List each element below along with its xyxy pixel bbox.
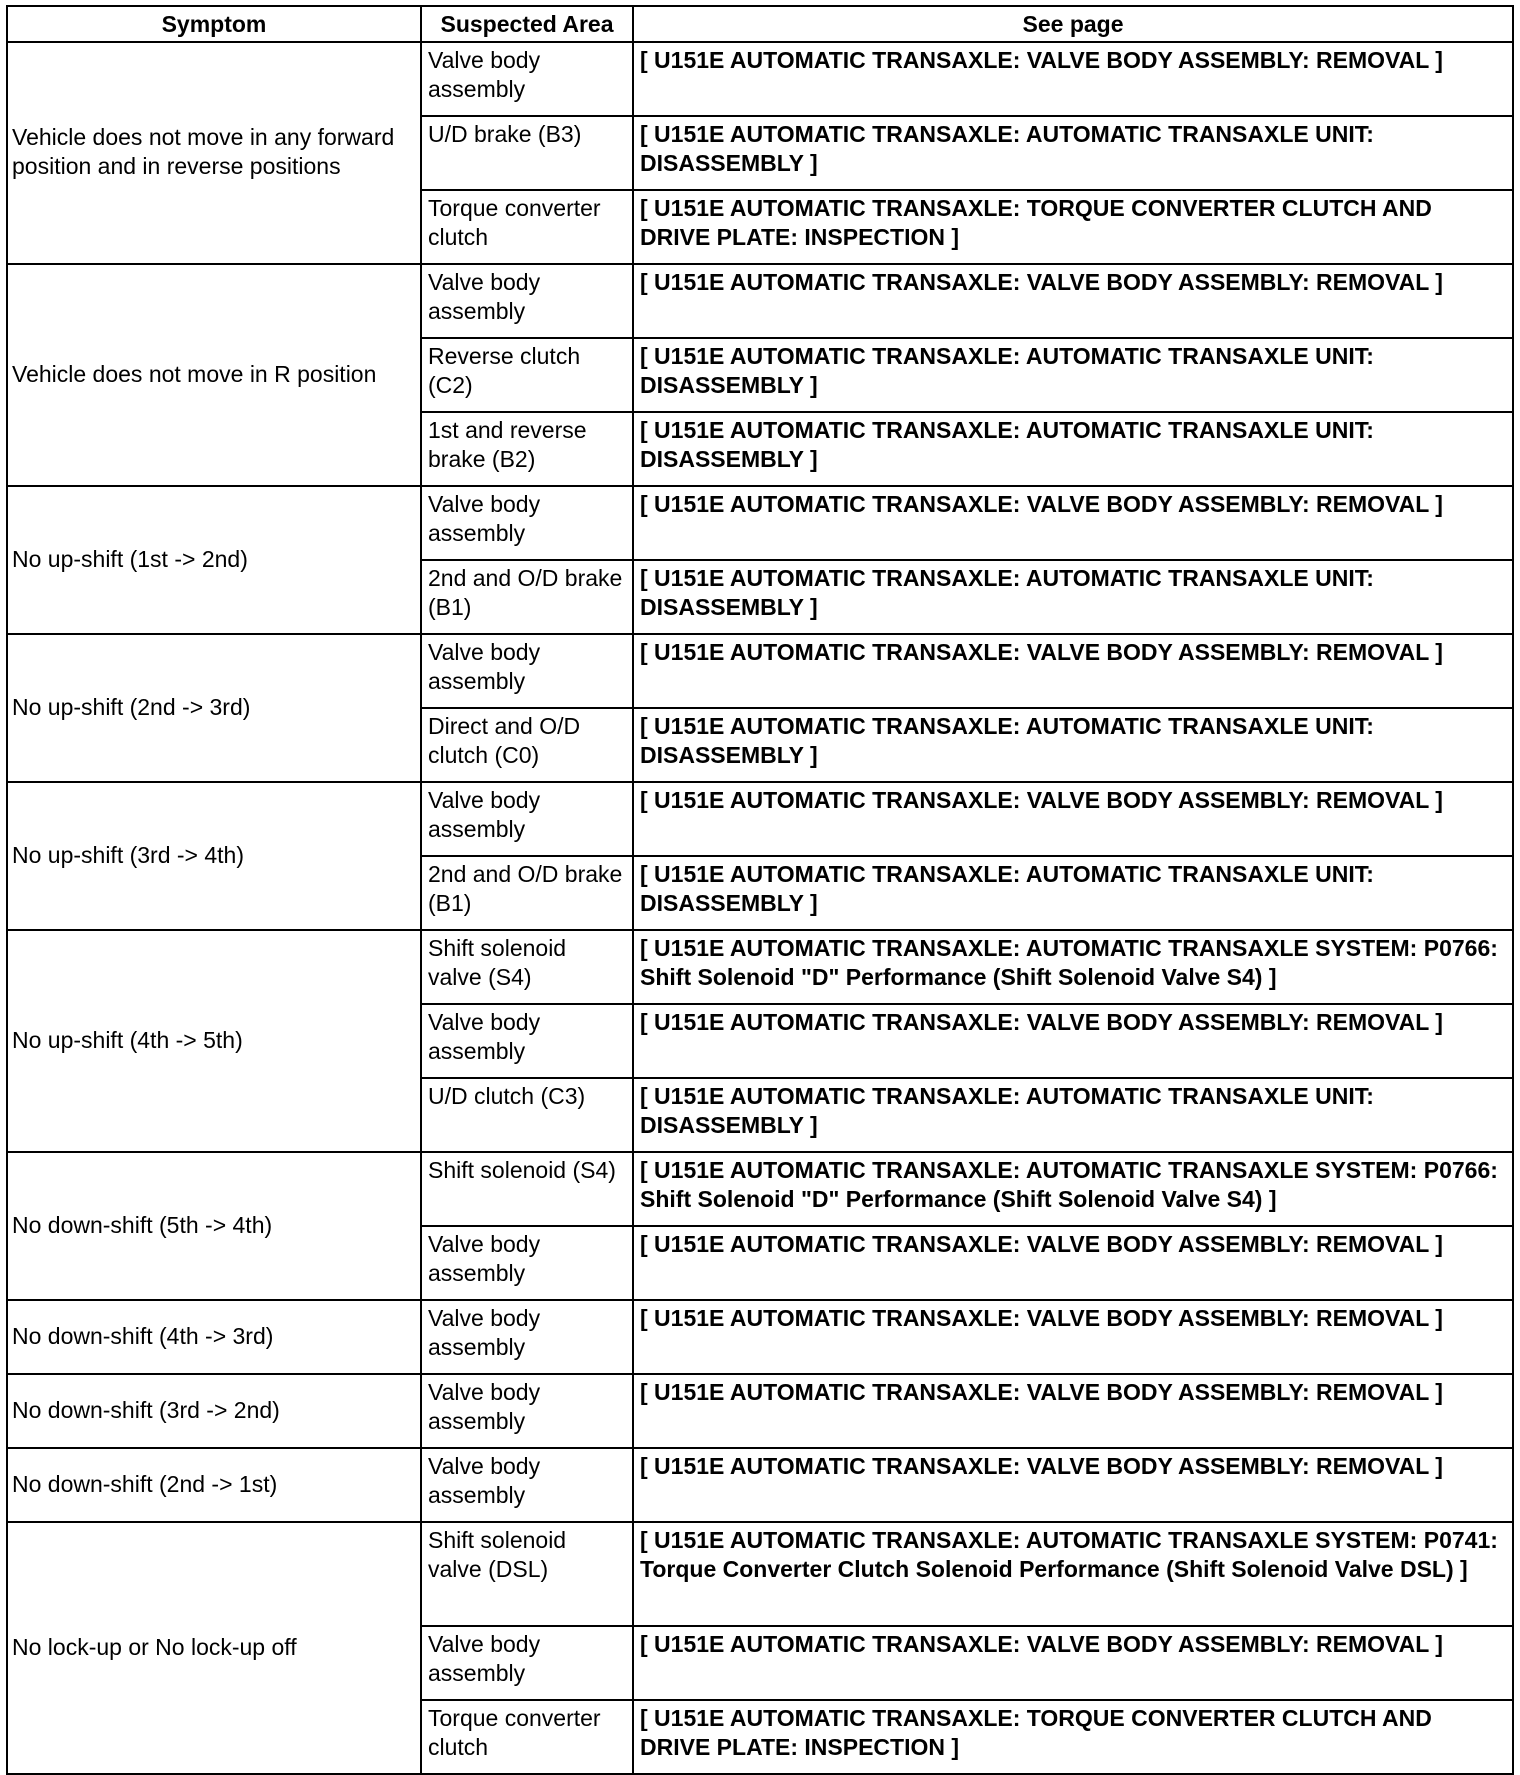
see-page-link[interactable]: [ U151E AUTOMATIC TRANSAXLE: VALVE BODY ASSEMBLY: REMOVAL ]	[633, 1374, 1513, 1448]
suspected-area-cell: Valve body assembly	[421, 1300, 633, 1374]
see-page-link[interactable]: [ U151E AUTOMATIC TRANSAXLE: AUTOMATIC TRANSAXLE SYSTEM: P0766: Shift Solenoid "D" Performance (Shift Solenoid Valve S4) ]	[633, 1152, 1513, 1226]
see-page-link[interactable]: [ U151E AUTOMATIC TRANSAXLE: AUTOMATIC TRANSAXLE UNIT: DISASSEMBLY ]	[633, 856, 1513, 930]
symptom-cell: No down-shift (5th -> 4th)	[7, 1152, 421, 1300]
table-body	[7, 42, 1513, 1774]
see-page-link[interactable]: [ U151E AUTOMATIC TRANSAXLE: AUTOMATIC TRANSAXLE UNIT: DISASSEMBLY ]	[633, 708, 1513, 782]
see-page-link[interactable]: [ U151E AUTOMATIC TRANSAXLE: AUTOMATIC TRANSAXLE UNIT: DISASSEMBLY ]	[633, 1078, 1513, 1152]
suspected-area-cell: Valve body assembly	[421, 1374, 633, 1448]
see-page-link[interactable]: [ U151E AUTOMATIC TRANSAXLE: VALVE BODY ASSEMBLY: REMOVAL ]	[633, 1004, 1513, 1078]
table-row	[7, 1448, 1513, 1522]
suspected-area-cell: Valve body assembly	[421, 1004, 633, 1078]
see-page-link[interactable]: [ U151E AUTOMATIC TRANSAXLE: TORQUE CONVERTER CLUTCH AND DRIVE PLATE: INSPECTION ]	[633, 1700, 1513, 1774]
see-page-link[interactable]: [ U151E AUTOMATIC TRANSAXLE: AUTOMATIC TRANSAXLE UNIT: DISASSEMBLY ]	[633, 412, 1513, 486]
suspected-area-cell: 2nd and O/D brake (B1)	[421, 856, 633, 930]
symptom-cell: No lock-up or No lock-up off	[7, 1522, 421, 1774]
see-page-link[interactable]: [ U151E AUTOMATIC TRANSAXLE: AUTOMATIC TRANSAXLE SYSTEM: P0766: Shift Solenoid "D" Performance (Shift Solenoid Valve S4) ]	[633, 930, 1513, 1004]
see-page-link[interactable]: [ U151E AUTOMATIC TRANSAXLE: VALVE BODY ASSEMBLY: REMOVAL ]	[633, 782, 1513, 856]
see-page-link[interactable]: [ U151E AUTOMATIC TRANSAXLE: VALVE BODY ASSEMBLY: REMOVAL ]	[633, 1226, 1513, 1300]
see-page-link[interactable]: [ U151E AUTOMATIC TRANSAXLE: AUTOMATIC TRANSAXLE UNIT: DISASSEMBLY ]	[633, 116, 1513, 190]
suspected-area-cell: 2nd and O/D brake (B1)	[421, 560, 633, 634]
see-page-link[interactable]: [ U151E AUTOMATIC TRANSAXLE: AUTOMATIC TRANSAXLE UNIT: DISASSEMBLY ]	[633, 560, 1513, 634]
symptom-cell: No down-shift (4th -> 3rd)	[7, 1300, 421, 1374]
see-page-link[interactable]: [ U151E AUTOMATIC TRANSAXLE: AUTOMATIC TRANSAXLE SYSTEM: P0741: Torque Converter Clutch Solenoid Performance (Shift Solenoid Valve DSL) ]	[633, 1522, 1513, 1626]
see-page-link[interactable]: [ U151E AUTOMATIC TRANSAXLE: VALVE BODY ASSEMBLY: REMOVAL ]	[633, 264, 1513, 338]
header-see-page: See page	[633, 6, 1513, 42]
suspected-area-cell: Shift solenoid valve (S4)	[421, 930, 633, 1004]
see-page-link[interactable]: [ U151E AUTOMATIC TRANSAXLE: VALVE BODY ASSEMBLY: REMOVAL ]	[633, 486, 1513, 560]
symptom-cell: No up-shift (2nd -> 3rd)	[7, 634, 421, 782]
symptom-cell: No down-shift (2nd -> 1st)	[7, 1448, 421, 1522]
page	[6, 5, 1514, 1775]
suspected-area-cell: Valve body assembly	[421, 782, 633, 856]
table-row	[7, 782, 1513, 856]
see-page-link[interactable]: [ U151E AUTOMATIC TRANSAXLE: VALVE BODY ASSEMBLY: REMOVAL ]	[633, 42, 1513, 116]
table-row	[7, 486, 1513, 560]
suspected-area-cell: Direct and O/D clutch (C0)	[421, 708, 633, 782]
table-row	[7, 634, 1513, 708]
table-row	[7, 1374, 1513, 1448]
suspected-area-cell: Valve body assembly	[421, 1448, 633, 1522]
table-row	[7, 930, 1513, 1004]
see-page-link[interactable]: [ U151E AUTOMATIC TRANSAXLE: VALVE BODY ASSEMBLY: REMOVAL ]	[633, 1300, 1513, 1374]
suspected-area-cell: Valve body assembly	[421, 42, 633, 116]
suspected-area-cell: Valve body assembly	[421, 486, 633, 560]
symptom-cell: Vehicle does not move in R position	[7, 264, 421, 486]
see-page-link[interactable]: [ U151E AUTOMATIC TRANSAXLE: VALVE BODY ASSEMBLY: REMOVAL ]	[633, 1626, 1513, 1700]
table-row	[7, 1522, 1513, 1626]
suspected-area-cell: Valve body assembly	[421, 264, 633, 338]
symptom-cell: No up-shift (4th -> 5th)	[7, 930, 421, 1152]
suspected-area-cell: Valve body assembly	[421, 634, 633, 708]
symptom-cell: No up-shift (3rd -> 4th)	[7, 782, 421, 930]
suspected-area-cell: 1st and reverse brake (B2)	[421, 412, 633, 486]
suspected-area-cell: Torque converter clutch	[421, 190, 633, 264]
suspected-area-cell: Valve body assembly	[421, 1626, 633, 1700]
see-page-link[interactable]: [ U151E AUTOMATIC TRANSAXLE: VALVE BODY ASSEMBLY: REMOVAL ]	[633, 1448, 1513, 1522]
suspected-area-cell: Shift solenoid (S4)	[421, 1152, 633, 1226]
see-page-link[interactable]: [ U151E AUTOMATIC TRANSAXLE: TORQUE CONVERTER CLUTCH AND DRIVE PLATE: INSPECTION ]	[633, 190, 1513, 264]
header-row	[7, 6, 1513, 42]
see-page-link[interactable]: [ U151E AUTOMATIC TRANSAXLE: AUTOMATIC TRANSAXLE UNIT: DISASSEMBLY ]	[633, 338, 1513, 412]
table-row	[7, 1300, 1513, 1374]
header-suspected-area: Suspected Area	[421, 6, 633, 42]
header-symptom: Symptom	[7, 6, 421, 42]
table-row	[7, 264, 1513, 338]
symptom-cell: No down-shift (3rd -> 2nd)	[7, 1374, 421, 1448]
suspected-area-cell: Shift solenoid valve (DSL)	[421, 1522, 633, 1626]
symptom-cell: No up-shift (1st -> 2nd)	[7, 486, 421, 634]
see-page-link[interactable]: [ U151E AUTOMATIC TRANSAXLE: VALVE BODY ASSEMBLY: REMOVAL ]	[633, 634, 1513, 708]
suspected-area-cell: U/D brake (B3)	[421, 116, 633, 190]
suspected-area-cell: Torque converter clutch	[421, 1700, 633, 1774]
suspected-area-cell: Reverse clutch (C2)	[421, 338, 633, 412]
symptom-table	[6, 5, 1514, 1775]
suspected-area-cell: Valve body assembly	[421, 1226, 633, 1300]
table-row	[7, 1152, 1513, 1226]
table-row	[7, 42, 1513, 116]
symptom-cell: Vehicle does not move in any forward position and in reverse positions	[7, 42, 421, 264]
suspected-area-cell: U/D clutch (C3)	[421, 1078, 633, 1152]
